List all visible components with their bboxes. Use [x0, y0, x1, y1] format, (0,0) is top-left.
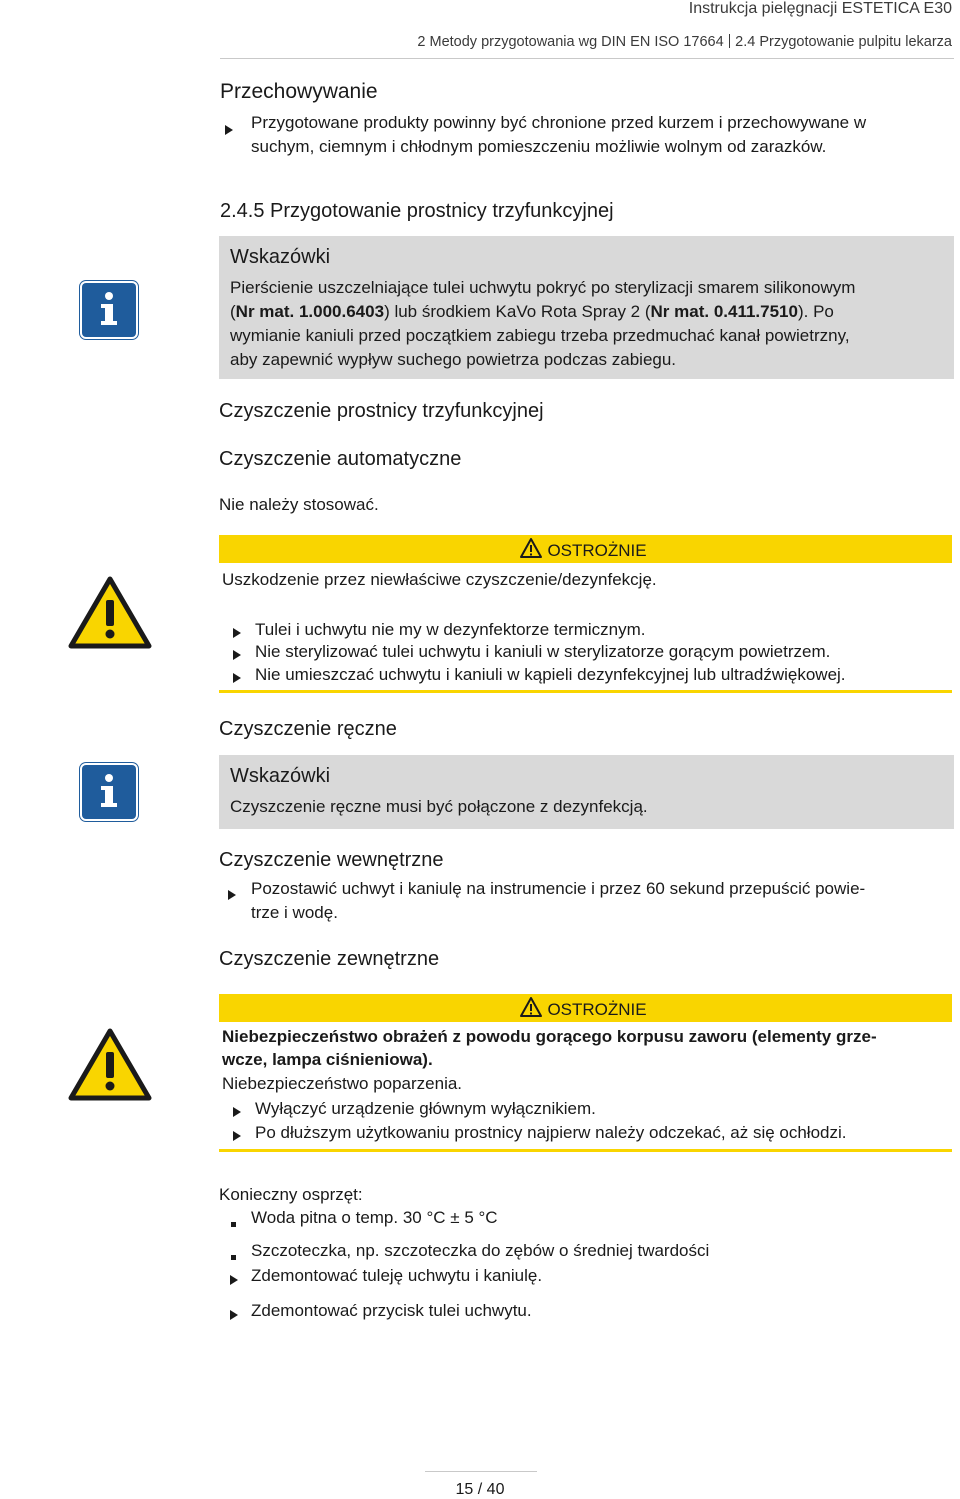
auto-cleaning-heading: Czyszczenie automatyczne	[219, 448, 462, 470]
note-title: Wskazówki	[230, 765, 331, 787]
storage-heading: Przechowywanie	[220, 80, 378, 103]
caution-item-2: Nie sterylizować tulei uchwytu i kaniuli w sterylizatorze gorącym powietrzem.	[255, 642, 831, 661]
step-2: Zdemontować przycisk tulei uchwytu.	[251, 1301, 532, 1320]
internal-text-line2: trze i wodę.	[251, 903, 338, 922]
auto-cleaning-text: Nie należy stosować.	[219, 495, 379, 514]
note-text-line4: aby zapewnić wypływ suchego powietrza podczas zabiegu.	[230, 350, 677, 369]
info-icon	[82, 283, 136, 337]
caution-header	[519, 996, 647, 1020]
breadcrumb	[417, 34, 952, 50]
external-cleaning-heading: Czyszczenie zewnętrzne	[219, 948, 440, 970]
caution-bottom-rule	[219, 1149, 952, 1152]
section-heading-2-4-5: 2.4.5 Przygotowanie prostnicy trzyfunkcyjnej	[220, 200, 614, 222]
step-marker-2	[230, 1305, 238, 1325]
caution-header-bar	[219, 994, 952, 1022]
material-number-1: Nr mat. 1.000.6403	[235, 302, 385, 321]
note-text-line3: wymianie kaniuli przed początkiem zabiegu trzeba przedmuchać kanał powietrzny,	[230, 326, 850, 345]
caution-item-marker-3	[233, 668, 241, 688]
info-icon	[82, 765, 136, 819]
caution-small-icon	[519, 537, 543, 559]
breadcrumb-separator	[729, 34, 731, 48]
breadcrumb-chapter: 2 Metody przygotowania wg DIN EN ISO 17664	[417, 34, 724, 50]
caution-title-line1: Niebezpieczeństwo obrażeń z powodu gorącego korpusu zaworu (elementy grze-	[222, 1027, 877, 1046]
note-text: Czyszczenie ręczne musi być połączone z dezynfekcją.	[230, 797, 648, 816]
caution2-item-marker-2	[233, 1126, 241, 1146]
storage-bullet-marker	[225, 120, 233, 140]
caution-label: OSTROŻNIE	[547, 1000, 647, 1019]
internal-text-line1: Pozostawić uchwyt i kaniulę na instrumencie i przez 60 sekund przepuścić powie-	[251, 879, 866, 898]
caution-label: OSTROŻNIE	[547, 541, 647, 560]
accessory-item-2: Szczoteczka, np. szczoteczka do zębów o średniej twardości	[251, 1241, 710, 1260]
accessory-marker-2	[231, 1245, 236, 1265]
document-title: Instrukcja pielęgnacji ESTETICA E30	[688, 0, 952, 17]
caution-title: Uszkodzenie przez niewłaściwe czyszczenie/dezynfekcję.	[222, 570, 657, 589]
note-text-line2: (Nr mat. 1.000.6403) lub środkiem KaVo Rota Spray 2 (Nr mat. 0.411.7510). Po	[230, 302, 834, 321]
note-box-seals	[219, 236, 954, 379]
caution-item-marker-1	[233, 623, 241, 643]
page-number: 15 / 40	[455, 1481, 505, 1498]
caution-bottom-rule	[219, 690, 952, 693]
caution-item-marker-2	[233, 645, 241, 665]
step-marker-1	[230, 1270, 238, 1290]
accessories-label: Konieczny osprzęt:	[219, 1185, 363, 1204]
footer-rule	[425, 1471, 537, 1472]
caution-subtitle: Niebezpieczeństwo poparzenia.	[222, 1074, 463, 1093]
note-box-manual	[219, 755, 954, 829]
caution2-item-1: Wyłączyć urządzenie głównym wyłącznikiem.	[255, 1099, 596, 1118]
step-1: Zdemontować tuleję uchwytu i kaniulę.	[251, 1266, 543, 1285]
caution2-item-2: Po dłuższym użytkowaniu prostnicy najpierw należy odczekać, aż się ochłodzi.	[255, 1123, 847, 1142]
header-rule	[220, 58, 954, 59]
caution-small-icon	[519, 996, 543, 1018]
warning-triangle-icon	[68, 576, 152, 655]
note-title: Wskazówki	[230, 246, 331, 268]
note-text-line1: Pierścienie uszczelniające tulei uchwytu pokryć po sterylizacji smarem silikonowym	[230, 278, 856, 297]
caution-header-bar	[219, 535, 952, 563]
manual-cleaning-heading: Czyszczenie ręczne	[219, 718, 397, 740]
accessory-marker-1	[231, 1212, 236, 1232]
cleaning-heading: Czyszczenie prostnicy trzyfunkcyjnej	[219, 400, 544, 422]
storage-text-line2: suchym, ciemnym i chłodnym pomieszczeniu możliwie wolnym od zarazków.	[251, 137, 827, 156]
breadcrumb-section: 2.4 Przygotowanie pulpitu lekarza	[735, 34, 952, 50]
warning-triangle-icon	[68, 1028, 152, 1107]
accessory-item-1: Woda pitna o temp. 30 °C ± 5 °C	[251, 1208, 498, 1227]
material-number-2: Nr mat. 0.411.7510	[650, 302, 798, 321]
caution-item-3: Nie umieszczać uchwytu i kaniuli w kąpieli dezynfekcyjnej lub ultradźwiękowej.	[255, 665, 846, 684]
caution2-item-marker-1	[233, 1102, 241, 1122]
internal-cleaning-heading: Czyszczenie wewnętrzne	[219, 849, 444, 871]
caution-title-line2: wcze, lampa ciśnieniowa).	[222, 1050, 433, 1069]
internal-bullet-marker	[228, 885, 236, 905]
storage-text-line1: Przygotowane produkty powinny być chronione przed kurzem i przechowywane w	[251, 113, 867, 132]
caution-item-1: Tulei i uchwytu nie my w dezynfektorze termicznym.	[255, 620, 646, 639]
caution-header	[519, 537, 647, 561]
